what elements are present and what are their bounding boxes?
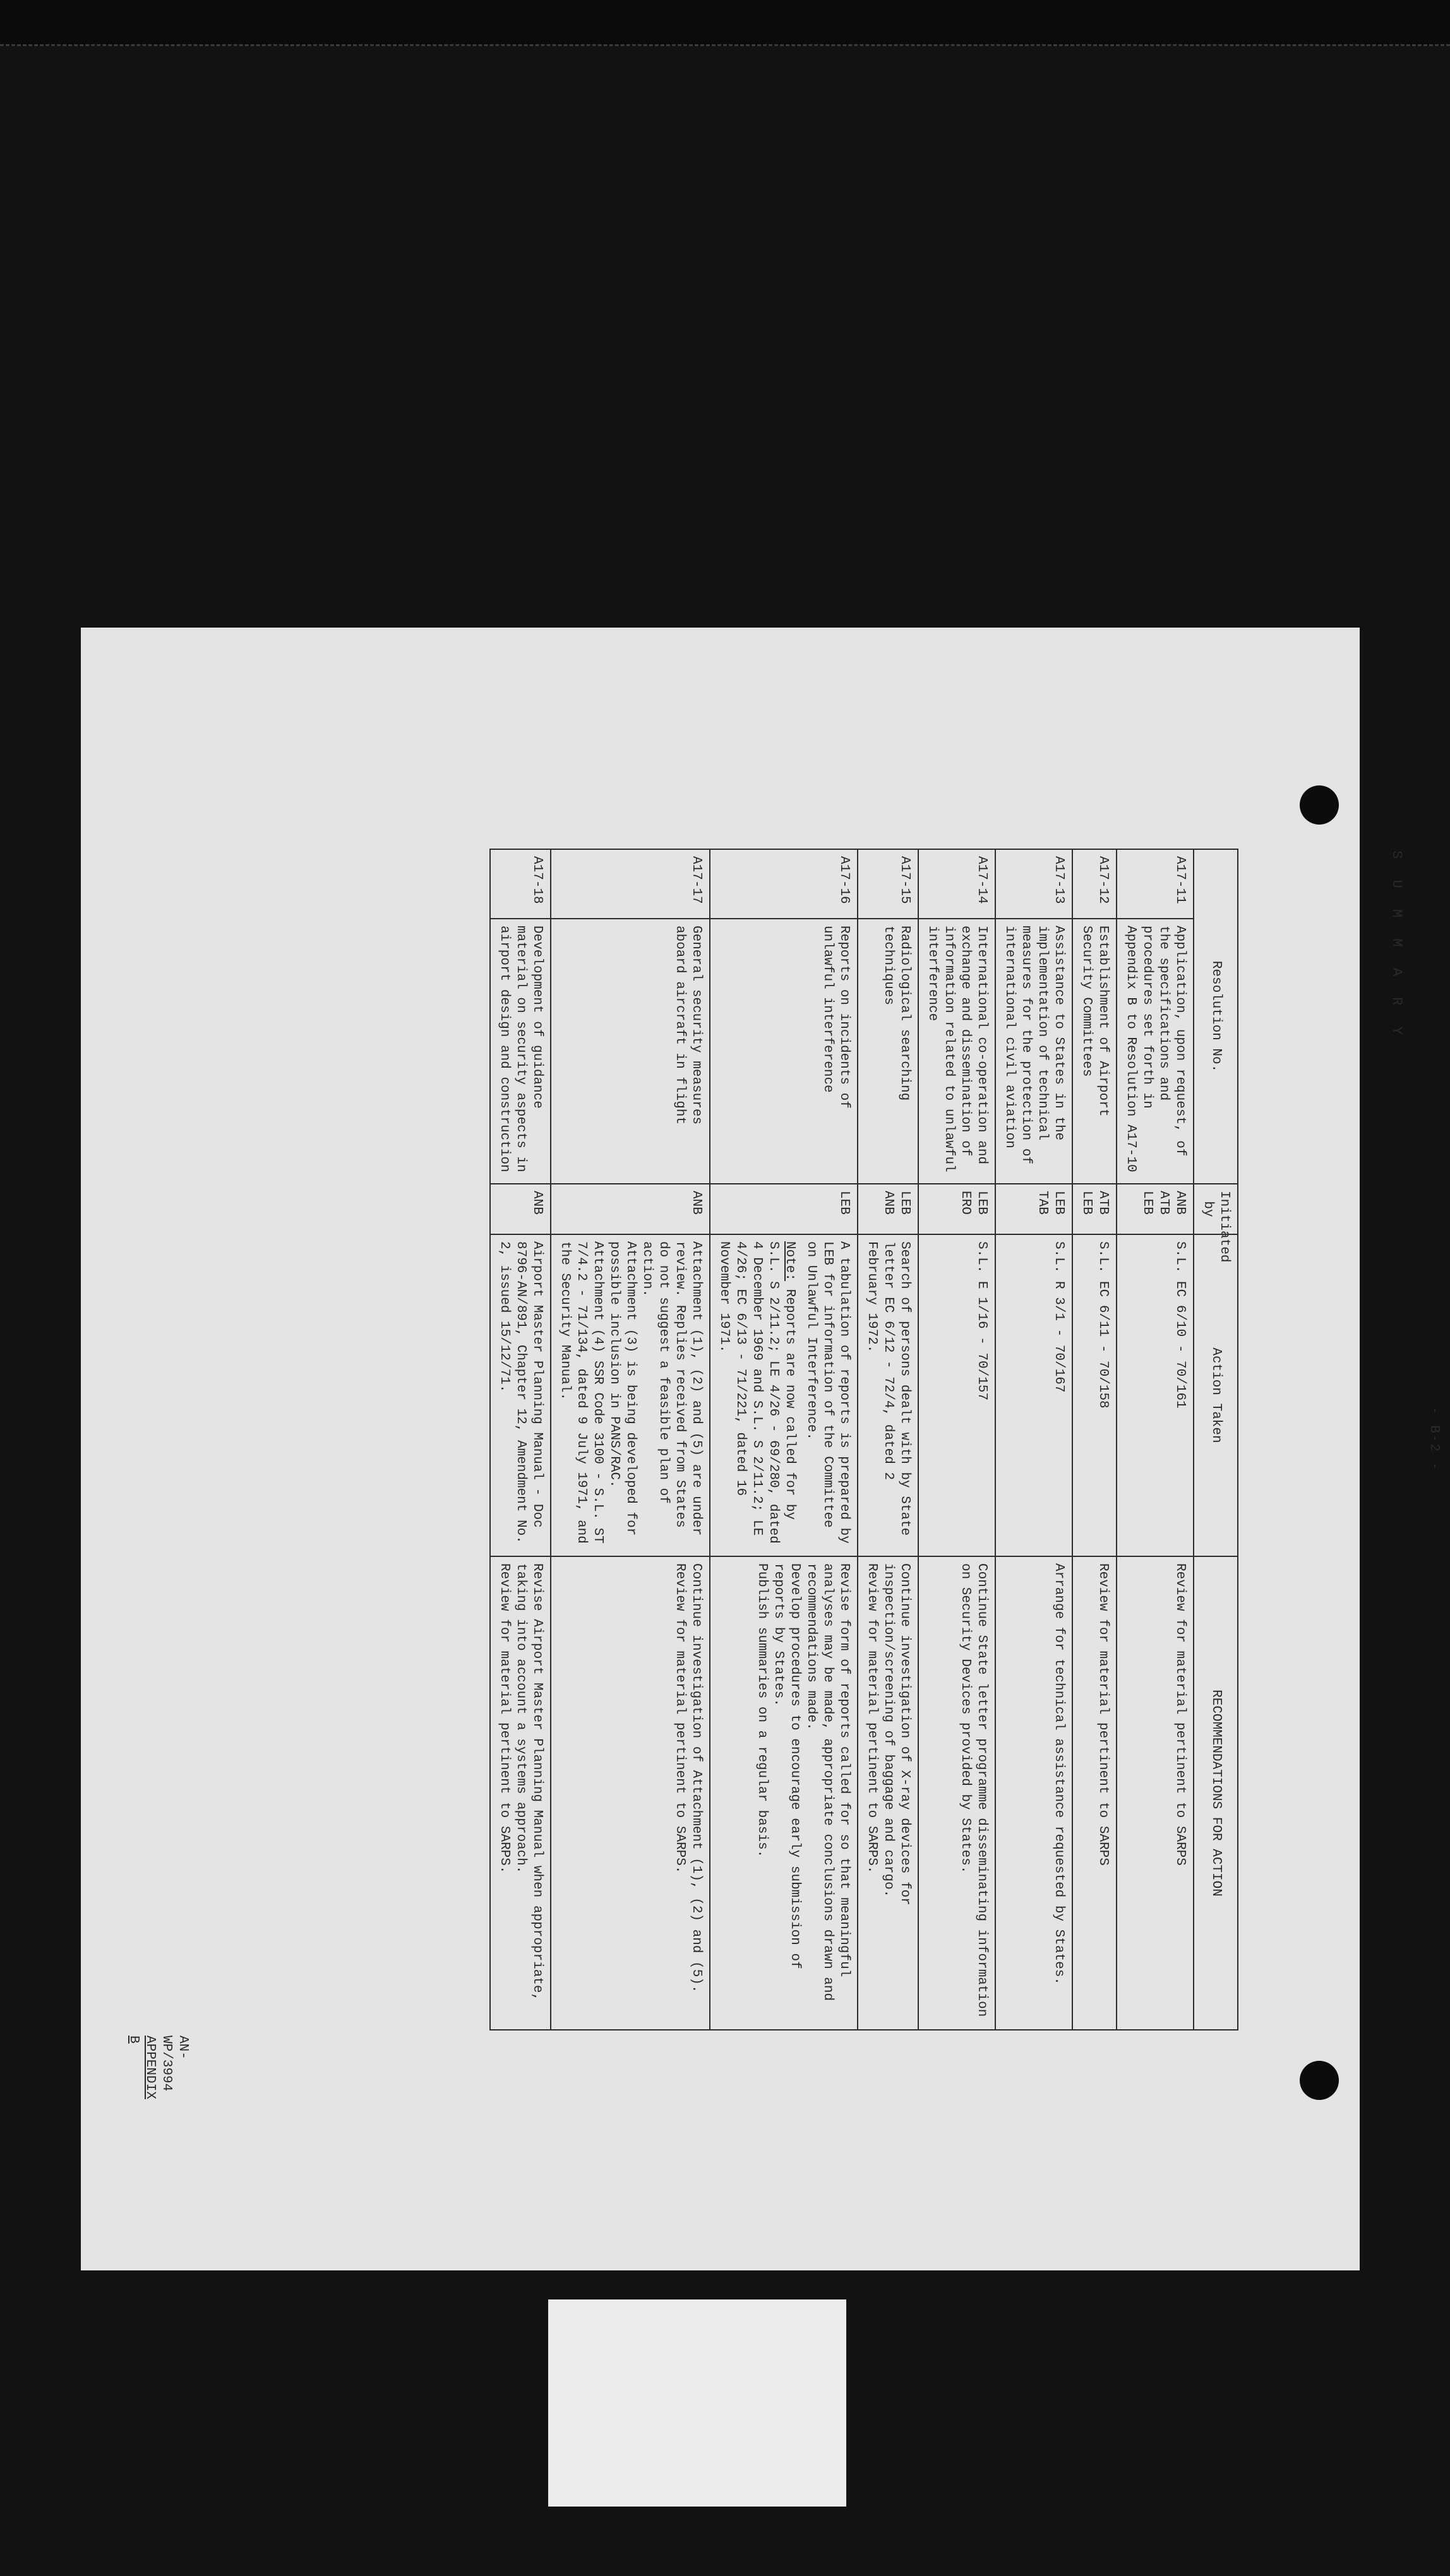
initiated-by: ANB xyxy=(551,1184,710,1234)
note-text: Reports are now called for by S.L. S 2/11.2; LE 4/26 - 69/280, dated 4 December 1969 and S.L. S 2/11.2; LE 4/26; EC 6/13 - 71/221, dated 16 November 1971. xyxy=(717,1241,797,1544)
resolution-number: A17-15 xyxy=(858,849,918,919)
action-taken: S.L. E 1/16 - 70/157 xyxy=(918,1234,995,1556)
table-row xyxy=(490,849,551,2030)
table-row xyxy=(551,849,710,2030)
table-row xyxy=(995,849,1072,2030)
action-taken: S.L. EC 6/11 - 70/158 xyxy=(1072,1234,1117,1556)
table-row xyxy=(1117,849,1194,2030)
action-taken: S.L. EC 6/10 - 70/161 xyxy=(1117,1234,1194,1556)
summary-table xyxy=(489,849,1238,2030)
resolution-number: A17-17 xyxy=(551,849,710,919)
resolution-number: A17-13 xyxy=(995,849,1072,919)
action-taken-cell xyxy=(710,1234,858,1556)
scanner-top-edge xyxy=(0,0,1450,46)
action-taken: A tabulation of reports is prepared by LEB for information of the Committee on Unlawful Interference. xyxy=(804,1241,851,1544)
initiated-by: ANB ATB LEB xyxy=(1117,1184,1194,1234)
resolution-title: Reports on incidents of unlawful interference xyxy=(710,919,858,1184)
resolution-title: Assistance to States in the implementation of technical measures for the protection of international civil aviation xyxy=(995,919,1072,1184)
summary-title: S U M M A R Y xyxy=(1389,850,1405,1041)
resolution-title: Development of guidance material on security aspects in airport design and construction xyxy=(490,919,551,1184)
action-taken: Search of persons dealt with by State letter EC 6/12 - 72/4, dated 2 February 1972. xyxy=(858,1234,918,1556)
recommendation: Revise Airport Master Planning Manual when appropriate, taking into account a systems approach. Review for material pertinent to SARPS. xyxy=(490,1556,551,2030)
header-initiated-by: Initiated by xyxy=(1194,1184,1238,1234)
table-container xyxy=(222,849,1238,2029)
resolution-title: Radiological searching techniques xyxy=(858,919,918,1184)
initiated-by: LEB ANB xyxy=(858,1184,918,1234)
initiated-by: LEB xyxy=(710,1184,858,1234)
resolution-number: A17-11 xyxy=(1117,849,1194,919)
table-row xyxy=(858,849,918,2030)
initiated-by: ATB LEB xyxy=(1072,1184,1117,1234)
table-header-row xyxy=(1194,849,1238,2030)
blank-slip xyxy=(548,2299,846,2507)
recommendation: Review for material pertinent to SARPS xyxy=(1117,1556,1194,2030)
note-label: Note: xyxy=(782,1241,797,1282)
recommendation: Continue investigation of X-ray devices for inspection/screening of baggage and cargo. Review for material pertinent to SARPS. xyxy=(858,1556,918,2030)
resolution-number: A17-18 xyxy=(490,849,551,919)
initiated-by: ANB xyxy=(490,1184,551,1234)
action-taken: S.L. R 3/1 - 70/167 xyxy=(995,1234,1072,1556)
resolution-number: A17-12 xyxy=(1072,849,1117,919)
recommendation: Continue State letter programme disseminating information on Security Devices provided by States. xyxy=(918,1556,995,2030)
header-action-taken: Action Taken xyxy=(1194,1234,1238,1556)
table-row xyxy=(918,849,995,2030)
recommendation: Arrange for technical assistance requested by States. xyxy=(995,1556,1072,2030)
punch-hole-bottom xyxy=(1300,2061,1339,2100)
initiated-by: LEB TAB xyxy=(995,1184,1072,1234)
doc-appendix-label: APPENDIX B xyxy=(126,2036,157,2099)
recommendation: Review for material pertinent to SARPS xyxy=(1072,1556,1117,2030)
table-row xyxy=(1072,849,1117,2030)
resolution-number: A17-16 xyxy=(710,849,858,919)
resolution-title: Establishment of Airport Security Committees xyxy=(1072,919,1117,1184)
resolution-title: International co-operation and exchange and dissemination of information related to unlawful interference xyxy=(918,919,995,1184)
recommendation: Continue investigation of Attachment (1), (2) and (5). Review for material pertinent to SARPS. xyxy=(551,1556,710,2030)
resolution-title: Application, upon request, of the specifications and procedures set forth in Appendix B to Resolution A17-10 xyxy=(1117,919,1194,1184)
doc-ref-block xyxy=(125,2036,191,2108)
page-number: - B-2 - xyxy=(1427,1407,1441,1472)
action-taken: Airport Master Planning Manual - Doc 8796-AN/891, Chapter 12, Amendment No. 2, issued 15/12/71. xyxy=(490,1234,551,1556)
header-recommendations: RECOMMENDATIONS FOR ACTION xyxy=(1194,1556,1238,2030)
header-resolution-no: Resolution No. xyxy=(1194,849,1238,1184)
resolution-title: General security measures aboard aircraft in flight xyxy=(551,919,710,1184)
punch-hole-top xyxy=(1300,785,1339,825)
resolution-number: A17-14 xyxy=(918,849,995,919)
table-row xyxy=(710,849,858,2030)
action-taken: Attachment (1), (2) and (5) are under review. Replies received from States do not suggest a feasible plan of action. Attachment (3) is being developed for possible inclusion in PANS/RAC. Attachment (4) SSR Code 3100 - S.L. ST 7/4.2 - 71/134, dated 9 July 1971, and the Security Manual. xyxy=(551,1234,710,1556)
action-note xyxy=(716,1241,798,1549)
recommendation: Revise form of reports called for so that meaningful analyses may be made, appropriate conclusions drawn and recommendations made. Develop procedures to encourage early submission of reports by States. Publish summaries on a regular basis. xyxy=(710,1556,858,2030)
initiated-by: LEB ERO xyxy=(918,1184,995,1234)
doc-ref-number: AN-WP/3994 xyxy=(159,2036,190,2092)
